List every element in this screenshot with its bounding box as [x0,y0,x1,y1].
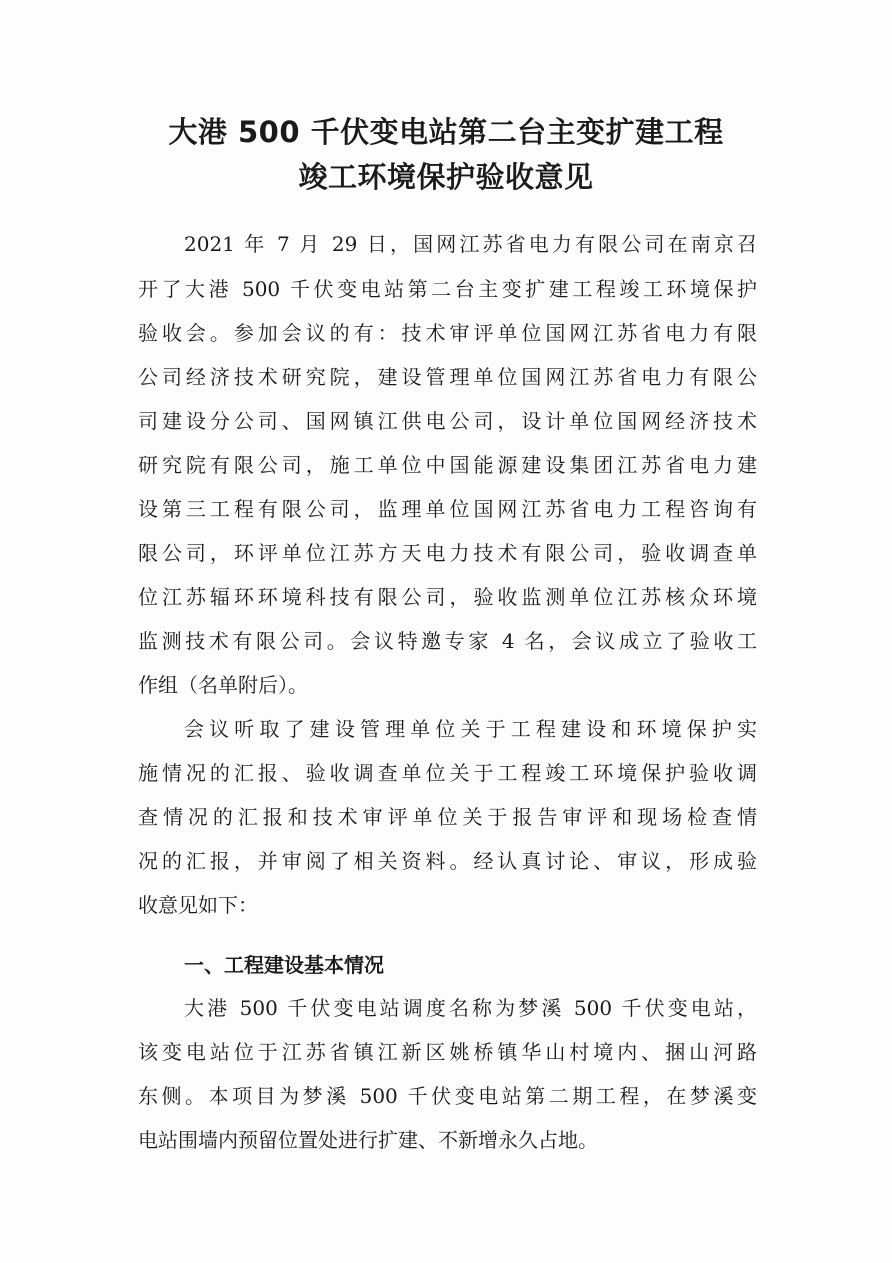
paragraph-2-line: 施情况的汇报、验收调查单位关于工程竣工环境保护验收调 [138,761,757,785]
document-title-line-1: 大港 500 千伏变电站第二台主变扩建工程 [168,115,724,149]
paragraph-1-line: 限公司，环评单位江苏方天电力技术有限公司，验收调查单 [138,541,757,565]
section-1-line: 东侧。本项目为梦溪 500 千伏变电站第二期工程，在梦溪变 [138,1084,757,1108]
paragraph-1-line: 验收会。参加会议的有：技术审评单位国网江苏省电力有限 [138,321,757,345]
paragraph-2-line: 查情况的汇报和技术审评单位关于报告审评和现场检查情 [138,805,757,829]
document-title-line-2: 竣工环境保护验收意见 [298,160,594,194]
paragraph-1-line: 开了大港 500 千伏变电站第二台主变扩建工程竣工环境保护 [138,277,757,301]
paragraph-2-line: 收意见如下： [138,893,258,917]
paragraph-1-line: 司建设分公司、国网镇江供电公司，设计单位国网经济技术 [138,409,757,433]
paragraph-1-line: 公司经济技术研究院，建设管理单位国网江苏省电力有限公 [138,365,757,389]
section-1-line: 该变电站位于江苏省镇江新区姚桥镇华山村境内、捆山河路 [138,1040,757,1064]
paragraph-1-line: 位江苏辐环环境科技有限公司，验收监测单位江苏核众环境 [138,585,757,609]
paragraph-1-line: 设第三工程有限公司，监理单位国网江苏省电力工程咨询有 [138,497,757,521]
paragraph-1-line: 研究院有限公司，施工单位中国能源建设集团江苏省电力建 [138,453,757,477]
section-1-line: 电站围墙内预留位置处进行扩建、不新增永久占地。 [138,1128,598,1152]
section-1-line: 大港 500 千伏变电站调度名称为梦溪 500 千伏变电站， [184,996,757,1020]
paragraph-1-line: 2021 年 7 月 29 日，国网江苏省电力有限公司在南京召 [184,232,757,256]
paragraph-2-line: 会议听取了建设管理单位关于工程建设和环境保护实 [184,717,757,741]
section-heading: 一、工程建设基本情况 [184,953,384,977]
paragraph-1-line: 监测技术有限公司。会议特邀专家 4 名，会议成立了验收工 [138,629,757,653]
paragraph-1-line: 作组（名单附后）。 [138,673,308,697]
paragraph-2-line: 况的汇报，并审阅了相关资料。经认真讨论、审议，形成验 [138,849,757,873]
